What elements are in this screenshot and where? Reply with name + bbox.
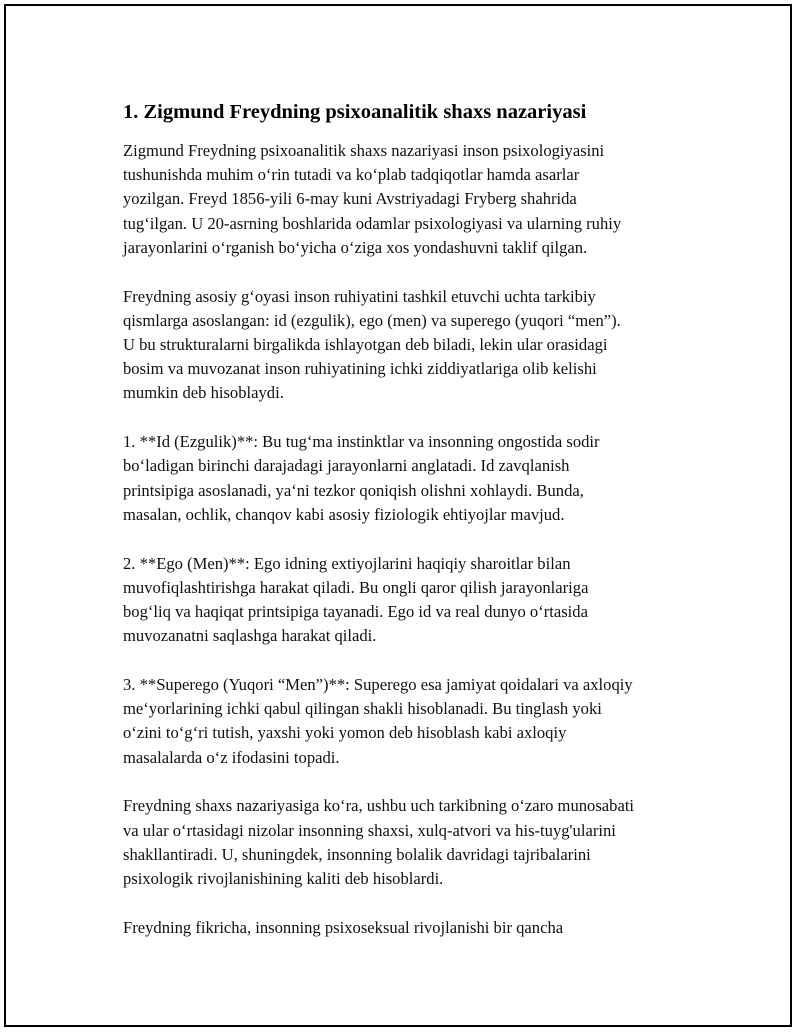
document-title: 1. Zigmund Freydning psixoanalitik shaxs nazariyasi <box>123 101 587 123</box>
document-body <box>123 99 703 965</box>
paragraph-intro: Zigmund Freydning psixoanalitik shaxs nazariyasi inson psixologiyasini tushunishda muhim o‘rin tutadi va ko‘plab tadqiqotlar hamda asarlar yozilgan. Freyd 1856-yili 6-may kuni Avstriyadagi Fryberg shahrida tug‘ilgan. U 20-asrning boshlarida odamlar psixologiyasi va ularning ruhiy jarayonlarini o‘rganish bo‘yicha o‘ziga xos yondashuvni taklif qilgan. <box>123 141 622 257</box>
page-frame <box>4 4 792 1027</box>
paragraph-id: 1. **Id (Ezgulik)**: Bu tug‘ma instinktlar va insonning ongostida sodir bo‘ladigan birinchi darajadagi jarayonlarni anglatadi. Id zavqlanish printsipiga asoslanadi, ya‘ni tezkor qoniqish olishni xohlaydi. Bunda, masalan, ochlik, chanqov kabi asosiy fiziologik ehtiyojlar mavjud. <box>123 432 600 524</box>
paragraph-superego: 3. **Superego (Yuqori “Men”)**: Superego esa jamiyat qoidalari va axloqiy me‘yorlarining ichki qabul qilingan shakli hisoblanadi. Bu tinglash yoki o‘zini to‘g‘ri tutish, yaxshi yoki yomon deb hisoblash kabi axloqiy masalalarda o‘z ifodasini topadi. <box>123 675 633 767</box>
paragraph-ego: 2. **Ego (Men)**: Ego idning extiyojlarini haqiqiy sharoitlar bilan muvofiqlashtirishga harakat qiladi. Bu ongli qaror qilish jarayonlariga bog‘liq va haqiqat printsipiga tayanadi. Ego id va real dunyo o‘rtasida muvozanatni saqlashga harakat qiladi. <box>123 553 589 646</box>
paragraph-psychosexual: Freydning fikricha, insonning psixoseksual rivojlanishi bir qancha <box>123 917 564 937</box>
paragraph-structure: Freydning asosiy g‘oyasi inson ruhiyatini tashkil etuvchi uchta tarkibiy qismlarga asoslangan: id (ezgulik), ego (men) va superego (yuqori “men”). U bu strukturalarni birgalikda ishlayotgan deb biladi, lekin ular orasidagi bosim va muvozanat inson ruhiyatining ichki ziddiyatlariga olib kelishi mumkin deb hisoblaydi. <box>123 286 621 403</box>
paragraph-interaction: Freydning shaxs nazariyasiga ko‘ra, ushbu uch tarkibning o‘zaro munosabati va ular o‘rtasidagi nizolar insonning shaxsi, xulq-atvori va his-tuyg'ularini shakllantiradi. U, shuningdek, insonning bolalik davridagi tajribalarini psixologik rivojlanishining kaliti deb hisoblardi. <box>123 796 635 889</box>
